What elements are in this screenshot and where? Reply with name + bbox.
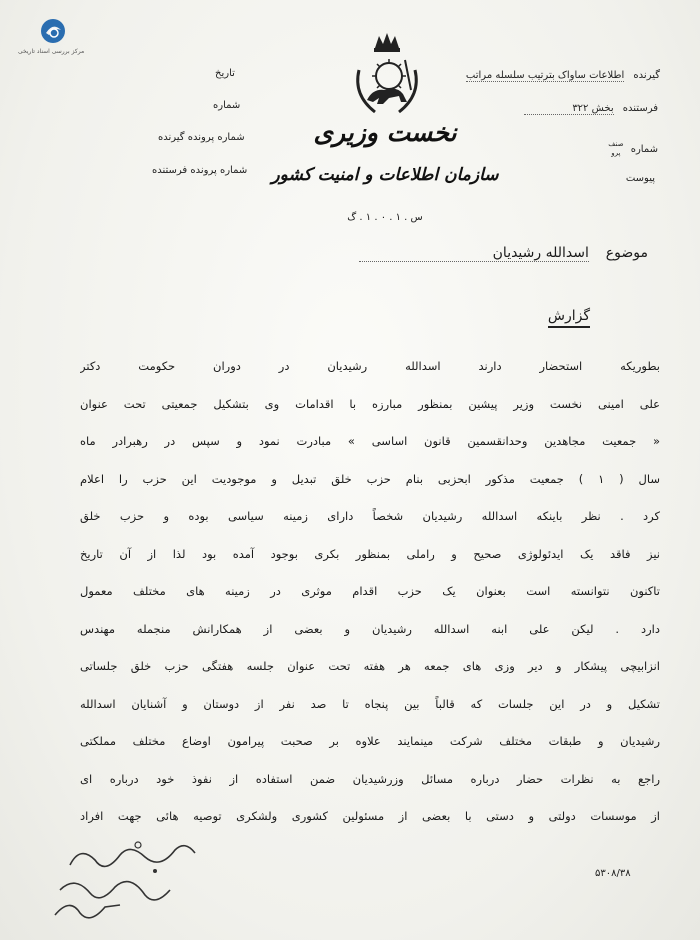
archive-logo-icon — [40, 18, 66, 44]
sender-label: فرستنده — [622, 103, 658, 114]
org-subtitle: سازمان اطلاعات و امنیت کشور — [271, 165, 499, 185]
receiver-label: گیرنده — [633, 70, 660, 81]
sender-field — [524, 103, 658, 115]
receiver-field — [466, 70, 660, 82]
report-line: تشکیل و در این جلسات که قالباً بین پنجاه تا صد نفر از دوستان و آشنایان اسدالله — [80, 696, 660, 711]
number-sub1: صنف — [608, 140, 624, 148]
report-line: نیز فاقد یک ایدئولوژی صحیح و راملی بمنظور بکری بوجود آمده بود لذا از آن تاریخ — [80, 546, 660, 561]
sender-file-number-label: شماره پرونده فرستنده — [152, 165, 248, 176]
attachment-field — [626, 173, 655, 184]
report-line: « جمعیت مجاهدین وحدانقسمین قانون اساسی » مبادرت نمود و سپس در رهبرادر ماه — [80, 434, 660, 448]
archive-logo — [18, 18, 128, 58]
report-line: راجع به نظرات حضار درباره مسائل وزرشیدیان ضمن استفاده از نفوذ خود درباره ای — [80, 771, 660, 786]
number-sub2: پرو — [611, 149, 621, 157]
archive-logo-text: مرکز بررسی اسناد تاریخی — [18, 48, 85, 55]
handwritten-annotation — [50, 835, 210, 925]
report-line: سال ( ۱ ) جمعیت مذکور ابحزبی بنام حزب خلق تبدیل و موجودیت این حزب را اعلام — [80, 471, 660, 486]
report-line: کرد . نظر باینکه اسدالله رشیدیان شخصاً دارای زمینه سیاسی بوده و حزب خلق — [80, 509, 660, 523]
org-code: س . ۱ . ۰ . ۱ . گ — [347, 212, 423, 223]
report-line: علی امینی نخست وزیر پیشین بمنظور مبارزه با اقدامات وی بتشکیل جمعیتی تحت عنوان — [80, 396, 660, 411]
number-field-label: شماره — [630, 144, 658, 155]
report-line: انزابیچی پیشکار و دیر وزی های جمعه هر هفته تحت عنوان جلسه هفتگی حزب خلق جلساتی — [80, 659, 660, 673]
subject-label: موضوع — [605, 245, 648, 261]
subject-line — [359, 245, 648, 262]
number-label: شماره — [213, 100, 241, 111]
org-title: نخست وزیری — [313, 118, 457, 147]
report-line: تاکنون نتوانسته است بعنوان یک حزب اقدام موثری در زمینه های مختلف معمول — [80, 584, 660, 598]
report-body — [80, 348, 660, 836]
report-title: گزارش — [548, 308, 590, 328]
lion-and-sun-emblem — [345, 30, 430, 125]
attachment-label: پیوست — [625, 173, 655, 184]
report-line: از موسسات دولتی و دستی با بعضی از مسئولین کشوری ولشکری توصیه هائی جهت افراد — [80, 809, 660, 823]
report-line: رشیدیان و طبقات مختلف شرکت مینمایند علاوه بر صحبت پیرامون اوضاع مختلف مملکتی — [80, 734, 660, 748]
receiver-value: اطلاعات ساواک بترتیب سلسله مراتب — [465, 70, 625, 81]
document-number: ۵۳۰۸/۳۸ — [595, 868, 631, 879]
sender-value: بخش ۳۲۲ — [524, 103, 614, 115]
subject-value: اسدالله رشیدیان — [359, 245, 589, 262]
report-line: بطوریکه استحضار دارند اسدالله رشیدیان در دوران حکومت دکتر — [80, 359, 660, 373]
report-line: دارد . لیکن علی ابنه اسدالله رشیدیان و بعضی از همکارانش منجمله مهندس — [80, 621, 660, 636]
number-field — [608, 140, 658, 158]
date-label: تاریخ — [215, 68, 235, 79]
receiver-file-number-label: شماره پرونده گیرنده — [158, 132, 245, 143]
